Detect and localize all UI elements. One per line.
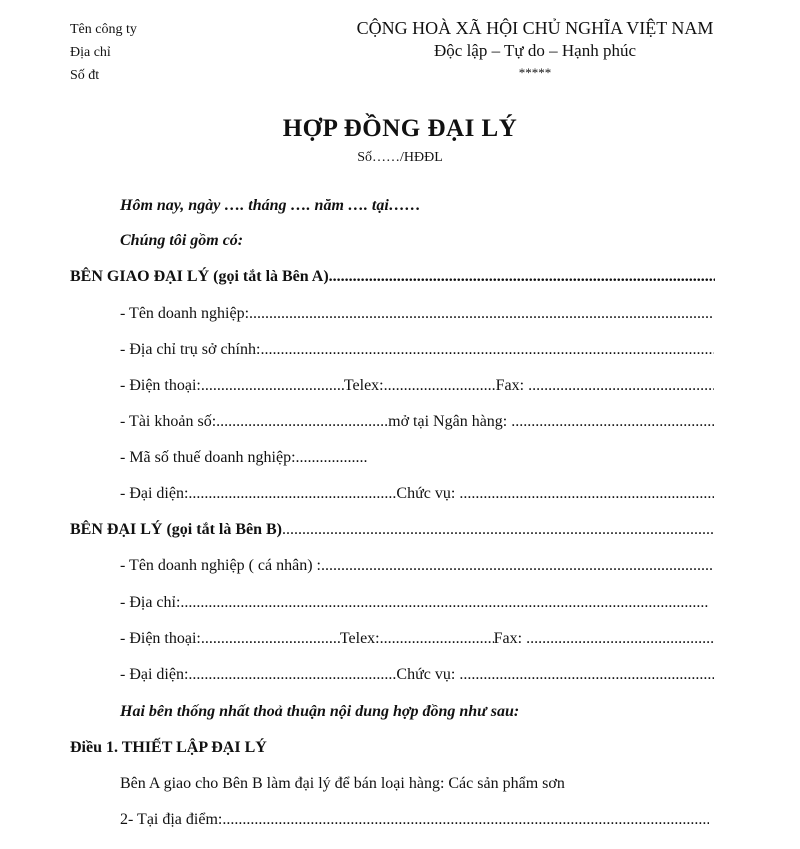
party-a-rep-label: - Đại diện: (120, 485, 189, 502)
contract-title: HỢP ĐỒNG ĐẠI LÝ (282, 115, 518, 142)
company-name-label: Tên công ty (70, 22, 137, 37)
party-b-position-blank[interactable] (459, 666, 714, 684)
party-b-heading-text: BÊN ĐẠI LÝ (gọi tắt là Bên B) (70, 521, 283, 538)
parties-line (120, 232, 714, 250)
date-line-text: Hôm nay, ngày …. tháng …. năm …. tại…… (120, 197, 421, 214)
party-a-phone-row (120, 377, 714, 395)
party-a-fax-label: Fax: (495, 377, 525, 394)
party-a-office-row (120, 341, 714, 359)
party-b-rep-blank[interactable] (188, 666, 396, 684)
article-1-clause-2 (120, 811, 714, 829)
party-a-account-label: - Tài khoản số: (120, 413, 217, 430)
party-b-company-blank[interactable] (321, 557, 714, 575)
party-a-office-label: - Địa chỉ trụ sở chính: (120, 341, 261, 358)
article-1-heading (70, 739, 715, 757)
party-a-tax-label: - Mã số thuế doanh nghiệp: (120, 449, 296, 466)
party-a-telex-label: Telex: (343, 377, 384, 394)
party-b-fax-blank[interactable] (526, 630, 714, 648)
party-a-account-row (120, 413, 714, 431)
parties-line-text: Chúng tôi gồm có: (120, 232, 244, 249)
party-a-tax-row (120, 449, 714, 467)
article-1-clause-1 (120, 775, 714, 793)
party-b-fax-label: Fax: (493, 630, 523, 647)
party-a-bank-label: mở tại Ngân hàng: (388, 413, 508, 430)
party-b-rep-label: - Đại diện: (120, 666, 189, 683)
party-b-heading-blank[interactable] (282, 521, 715, 539)
party-a-telex-blank[interactable] (384, 377, 496, 395)
party-b-telex-blank[interactable] (380, 630, 494, 648)
party-a-company-blank[interactable] (249, 305, 714, 323)
article-1-clause-1-text: Bên A giao cho Bên B làm đại lý để bán loại hàng: Các sản phẩm sơn (120, 775, 565, 792)
party-b-address-label: - Địa chỉ: (120, 594, 181, 611)
agreement-line (120, 703, 714, 721)
agreement-line-text: Hai bên thống nhất thoả thuận nội dung hợp đồng như sau: (120, 703, 520, 720)
party-b-rep-row (120, 666, 714, 684)
contract-number: Số……/HĐĐL (357, 150, 443, 165)
party-a-heading-blank[interactable] (365, 268, 715, 286)
party-a-position-label: Chức vụ: (396, 485, 456, 502)
party-a-rep-blank[interactable] (188, 485, 396, 503)
party-a-fax-blank[interactable] (528, 377, 714, 395)
party-a-office-blank[interactable] (260, 341, 714, 359)
party-a-heading (70, 268, 715, 286)
party-b-address-blank[interactable] (180, 594, 709, 612)
party-a-phone-blank[interactable] (201, 377, 344, 395)
party-b-heading (70, 521, 715, 539)
article-1-clause-2-label: 2- Tại địa điểm: (120, 811, 223, 828)
national-stars: ***** (518, 65, 552, 80)
party-a-phone-label: - Điện thoại: (120, 377, 201, 394)
party-b-phone-row (120, 630, 714, 648)
date-line (120, 197, 714, 215)
party-a-account-blank[interactable] (216, 413, 388, 431)
article-1-heading-text: Điều 1. THIẾT LẬP ĐẠI LÝ (70, 739, 267, 756)
party-b-phone-label: - Điện thoại: (120, 630, 201, 647)
article-1-clause-2-blank[interactable] (222, 811, 709, 829)
party-a-heading-text: BÊN GIAO ĐẠI LÝ (gọi tắt là Bên A)......... (70, 268, 365, 285)
party-a-company-row (120, 305, 714, 323)
party-a-bank-blank[interactable] (511, 413, 714, 431)
national-motto: Độc lập – Tự do – Hạnh phúc (434, 41, 636, 60)
party-b-address-row (120, 594, 714, 612)
party-b-telex-label: Telex: (339, 630, 380, 647)
party-b-company-row (120, 557, 714, 575)
party-a-rep-row (120, 485, 714, 503)
company-address-label: Địa chỉ (70, 45, 111, 60)
party-b-position-label: Chức vụ: (396, 666, 456, 683)
party-a-position-blank[interactable] (459, 485, 714, 503)
company-phone-label: Số đt (70, 68, 100, 83)
party-a-company-label: - Tên doanh nghiệp: (120, 305, 250, 322)
national-title: CỘNG HOÀ XÃ HỘI CHỦ NGHĨA VIỆT NAM (356, 18, 714, 38)
party-b-company-label: - Tên doanh nghiệp ( cá nhân) : (120, 557, 321, 574)
party-a-tax-blank[interactable] (296, 449, 368, 467)
party-b-phone-blank[interactable] (201, 630, 340, 648)
